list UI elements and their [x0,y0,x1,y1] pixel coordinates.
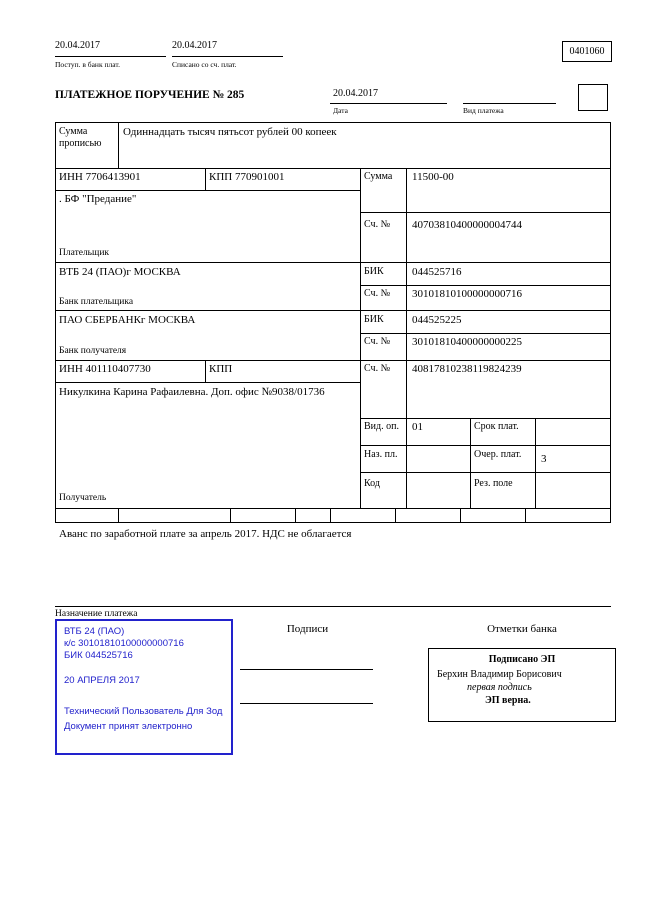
grid-line [525,508,526,523]
grid-line [55,122,56,523]
grid-line [55,190,361,191]
ocher-plat-label: Очер. плат. [474,449,522,460]
payment-kind-box [578,84,608,111]
grid-line [395,508,396,523]
sum-value: 11500-00 [412,171,454,183]
document-date: 20.04.2017 [333,88,378,99]
divider [330,103,447,104]
payee-bank-account-label: Сч. № [364,336,391,347]
amount-words-value: Одиннадцать тысяч пятьсот рублей 00 копеек [123,126,337,138]
grid-line [360,285,611,286]
stamp-line: БИК 044525716 [64,650,133,661]
payee-inn: ИНН 401110407730 [59,363,151,375]
naz-pl-label: Наз. пл. [364,449,398,460]
payer-bank-account-label: Сч. № [364,288,391,299]
grid-line [205,168,206,191]
payee-bank-bik-label: БИК [364,314,384,325]
bank-stamp [55,619,233,755]
payee-kpp-label: КПП [209,363,233,375]
grid-line [535,418,536,509]
payee-bank-bik: 044525225 [412,314,462,326]
grid-line [460,508,461,523]
payer-bank-label: Банк плательщика [59,297,134,307]
grid-line [55,508,611,509]
esign-box [428,648,616,722]
document-title: ПЛАТЕЖНОЕ ПОРУЧЕНИЕ № 285 [55,89,245,101]
payer-account-label: Сч. № [364,219,391,230]
esign-valid: ЭП верна. [485,695,531,706]
grid-line [205,360,206,383]
grid-line [55,310,611,311]
amount-words-label: Сумма прописью [59,126,102,150]
stamp-line: к/с 30101810100000000716 [64,638,184,649]
payer-bank-bik-label: БИК [364,266,384,277]
received-date: 20.04.2017 [55,40,100,51]
payer-bank-bik: 044525716 [412,266,462,278]
payee-name: Никулкина Карина Рафаилевна. Доп. офис №9038/01736 [59,386,325,398]
received-date-label: Поступ. в банк плат. [55,60,120,69]
grid-line [610,122,611,523]
date-label: Дата [333,106,348,115]
bank-marks-label: Отметки банка [487,623,557,635]
ocher-plat-value: 3 [541,453,547,465]
grid-line [55,122,611,123]
grid-line [360,472,611,473]
signature-line [240,669,373,670]
vid-op-value: 01 [412,421,423,433]
payee-account: 40817810238119824239 [412,363,522,375]
vid-op-label: Вид. оп. [364,421,399,432]
divider [55,56,166,57]
grid-line [360,445,611,446]
payer-bank-account: 30101810100000000716 [412,288,522,300]
grid-line [230,508,231,523]
grid-line [330,508,331,523]
debited-date-label: Списано со сч. плат. [172,60,237,69]
grid-line [55,522,611,523]
payer-account: 40703810400000004744 [412,219,522,231]
stamp-line: Документ принят электронно [64,721,193,732]
grid-line [360,333,611,334]
rez-pole-label: Рез. поле [474,478,513,489]
payer-kpp: КПП 770901001 [209,171,285,183]
purpose-label: Назначение платежа [55,609,138,619]
stamp-line: Технический Пользователь Для Зод [64,706,223,717]
payee-bank-label: Банк получателя [59,346,127,356]
grid-line [55,168,611,169]
payee-bank-name: ПАО СБЕРБАНКг МОСКВА [59,314,196,326]
payee-bank-account: 30101810400000000225 [412,336,522,348]
divider [55,606,611,607]
kod-label: Код [364,478,380,489]
payee-account-label: Сч. № [364,363,391,374]
srok-plat-label: Срок плат. [474,421,519,432]
grid-line [360,418,611,419]
payer-inn: ИНН 7706413901 [59,171,141,183]
grid-line [360,212,611,213]
grid-line [470,418,471,509]
signatures-label: Подписи [286,623,329,635]
grid-line [295,508,296,523]
grid-line [55,262,611,263]
esign-kind: первая подпись [467,682,532,693]
divider [172,56,283,57]
form-code-box [562,41,612,62]
debited-date: 20.04.2017 [172,40,217,51]
stamp-line: ВТБ 24 (ПАО) [64,626,125,637]
esign-name: Берхин Владимир Борисович [437,669,562,680]
payment-kind-label: Вид платежа [463,106,504,115]
grid-line [55,360,611,361]
grid-line [360,168,361,509]
grid-line [118,508,119,523]
payer-label: Плательщик [59,248,110,258]
grid-line [55,382,361,383]
grid-line [406,168,407,509]
signature-line [240,703,373,704]
payer-bank-name: ВТБ 24 (ПАО)г МОСКВА [59,266,181,278]
purpose-text: Аванс по заработной плате за апрель 2017. НДС не облагается [59,528,352,540]
form-code: 0401060 [569,46,605,57]
stamp-line: 20 АПРЕЛЯ 2017 [64,675,140,686]
esign-title: Подписано ЭП [488,654,556,665]
grid-line [118,122,119,169]
payee-label: Получатель [59,493,107,503]
divider [463,103,556,104]
payer-name: . БФ "Предание" [59,193,137,205]
sum-label: Сумма [364,171,393,182]
